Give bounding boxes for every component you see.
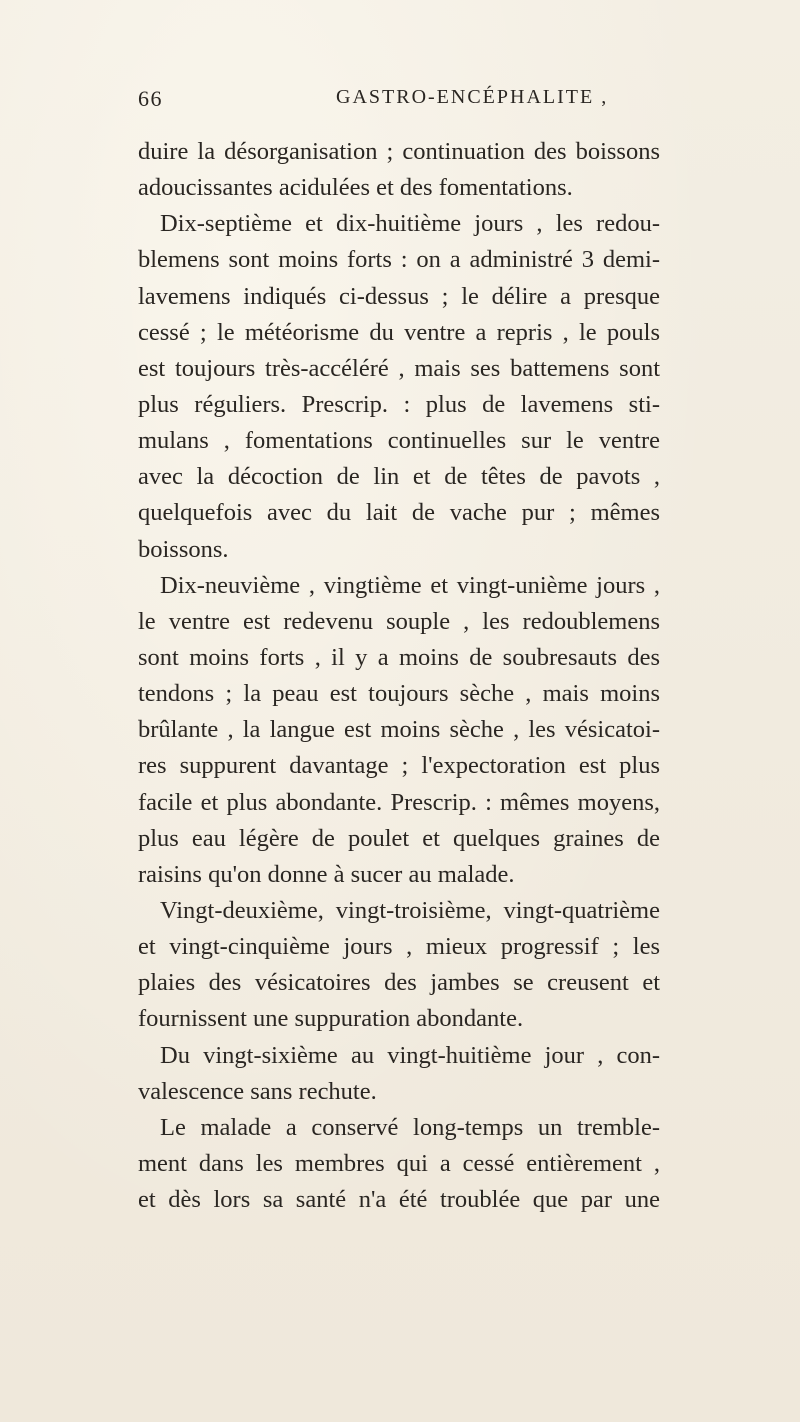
body-text bbox=[138, 134, 660, 1218]
text-line: boissons. bbox=[138, 535, 229, 563]
text-line: raisins qu'on donne à sucer au malade. bbox=[138, 860, 515, 888]
page-header bbox=[138, 86, 640, 116]
text-line: le ventre est redevenu souple , les redoublemens bbox=[138, 607, 660, 635]
text-line: mulans , fomentations continuelles sur le ventre bbox=[138, 427, 660, 455]
text-line: lavemens indiqués ci-dessus ; le délire a presque bbox=[138, 282, 660, 310]
text-line: brûlante , la langue est moins sèche , les vésicatoi- bbox=[138, 716, 660, 744]
text-line: Du vingt-sixième au vingt-huitième jour , con- bbox=[160, 1041, 660, 1069]
text-line: Dix-neuvième , vingtième et vingt-unième jours , bbox=[160, 571, 660, 599]
text-line: plaies des vésicatoires des jambes se creusent et bbox=[138, 969, 660, 997]
text-line: est toujours très-accéléré , mais ses battemens sont bbox=[138, 354, 660, 382]
text-line: adoucissantes acidulées et des fomentations. bbox=[138, 174, 573, 202]
text-line: cessé ; le météorisme du ventre a repris , le pouls bbox=[138, 318, 660, 346]
running-title: GASTRO-ENCÉPHALITE , bbox=[336, 86, 609, 108]
page-number: 66 bbox=[138, 86, 163, 111]
text-line: blemens sont moins forts : on a administré 3 demi- bbox=[138, 246, 660, 274]
text-line: quelquefois avec du lait de vache pur ; mêmes bbox=[138, 499, 660, 527]
text-line: facile et plus abondante. Prescrip. : mêmes moyens, bbox=[138, 788, 660, 816]
text-line: valescence sans rechute. bbox=[138, 1077, 377, 1105]
text-line: Vingt-deuxième, vingt-troisième, vingt-quatrième bbox=[160, 896, 660, 924]
text-line: res suppurent davantage ; l'expectoration est plus bbox=[138, 752, 660, 780]
text-line: sont moins forts , il y a moins de soubresauts des bbox=[138, 643, 660, 671]
text-line: et dès lors sa santé n'a été troublée que par une bbox=[138, 1186, 660, 1214]
text-line: Le malade a conservé long-temps un tremble- bbox=[160, 1113, 660, 1141]
text-line: ment dans les membres qui a cessé entièrement , bbox=[138, 1149, 660, 1177]
text-line: duire la désorganisation ; continuation des boissons bbox=[138, 138, 660, 165]
text-line: avec la décoction de lin et de têtes de pavots , bbox=[138, 463, 660, 491]
text-line: plus réguliers. Prescrip. : plus de lavemens sti- bbox=[138, 390, 660, 418]
text-line: et vingt-cinquième jours , mieux progressif ; les bbox=[138, 933, 660, 961]
text-line: Dix-septième et dix-huitième jours , les redou- bbox=[160, 210, 660, 238]
text-line: tendons ; la peau est toujours sèche , mais moins bbox=[138, 680, 660, 708]
text-line: plus eau légère de poulet et quelques graines de bbox=[138, 824, 660, 852]
text-line: fournissent une suppuration abondante. bbox=[138, 1005, 524, 1033]
